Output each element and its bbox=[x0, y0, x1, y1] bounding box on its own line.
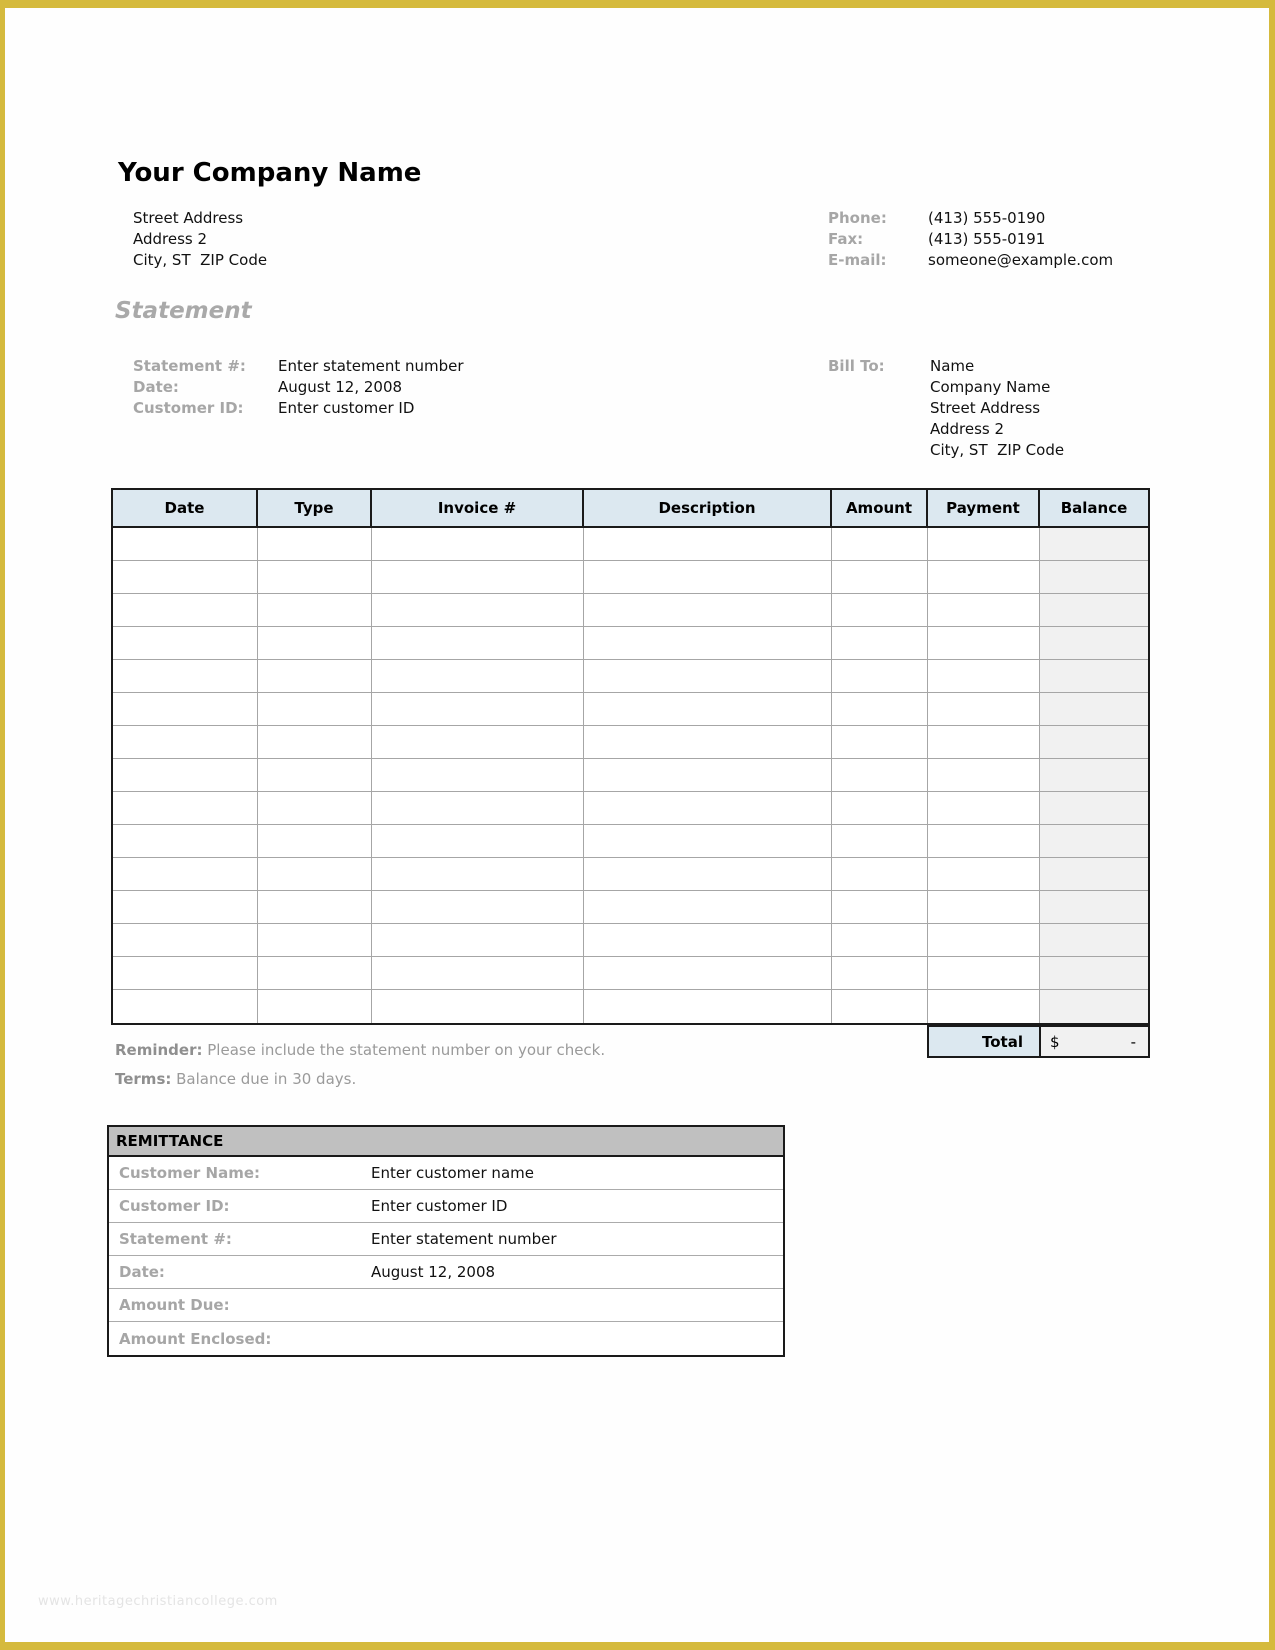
table-row bbox=[113, 759, 1148, 792]
column-header-date: Date bbox=[113, 490, 258, 526]
company-address-line: Address 2 bbox=[133, 230, 208, 248]
remittance-row-value[interactable]: August 12, 2008 bbox=[371, 1263, 496, 1281]
statement-field-label: Date: bbox=[133, 378, 179, 396]
table-cell-payment[interactable] bbox=[928, 858, 1040, 890]
table-cell-amount[interactable] bbox=[832, 891, 928, 923]
table-cell-payment[interactable] bbox=[928, 594, 1040, 626]
table-cell-type[interactable] bbox=[258, 528, 372, 560]
table-cell-balance[interactable] bbox=[1040, 858, 1148, 890]
table-cell-type[interactable] bbox=[258, 693, 372, 725]
table-cell-payment[interactable] bbox=[928, 693, 1040, 725]
table-cell-invoice[interactable] bbox=[372, 561, 584, 593]
reminder-label: Reminder: bbox=[115, 1041, 203, 1059]
column-header-type: Type bbox=[258, 490, 372, 526]
table-cell-balance[interactable] bbox=[1040, 726, 1148, 758]
table-cell-type[interactable] bbox=[258, 660, 372, 692]
statement-field-row bbox=[133, 356, 464, 377]
table-cell-date[interactable] bbox=[113, 759, 258, 791]
table-cell-type[interactable] bbox=[258, 726, 372, 758]
bill-to-line[interactable]: Address 2 bbox=[930, 420, 1005, 438]
bill-to-line[interactable]: Street Address bbox=[930, 399, 1041, 417]
table-row bbox=[113, 561, 1148, 594]
table-row bbox=[113, 957, 1148, 990]
table-cell-type[interactable] bbox=[258, 792, 372, 824]
table-row bbox=[113, 693, 1148, 726]
table-cell-balance[interactable] bbox=[1040, 627, 1148, 659]
table-cell-type[interactable] bbox=[258, 825, 372, 857]
statement-document bbox=[5, 8, 1269, 1642]
statement-table-header bbox=[113, 490, 1148, 528]
contact-row bbox=[828, 229, 1113, 250]
table-cell-date[interactable] bbox=[113, 792, 258, 824]
table-cell-balance[interactable] bbox=[1040, 924, 1148, 956]
remittance-row bbox=[109, 1157, 783, 1190]
remittance-row-value[interactable]: Enter statement number bbox=[371, 1230, 557, 1248]
table-cell-type[interactable] bbox=[258, 990, 372, 1023]
table-cell-payment[interactable] bbox=[928, 990, 1040, 1023]
remittance-title: REMITTANCE bbox=[109, 1127, 783, 1157]
remittance-row-value[interactable]: Enter customer ID bbox=[371, 1197, 508, 1215]
statement-field-row bbox=[133, 377, 464, 398]
table-cell-balance[interactable] bbox=[1040, 759, 1148, 791]
statement-fields bbox=[133, 356, 464, 419]
table-row bbox=[113, 792, 1148, 825]
statement-title: Statement bbox=[115, 298, 252, 324]
table-row bbox=[113, 990, 1148, 1023]
company-address-line: City, ST ZIP Code bbox=[133, 251, 268, 269]
column-header-balance: Balance bbox=[1060, 499, 1128, 517]
table-cell-invoice[interactable] bbox=[372, 891, 584, 923]
table-cell-invoice[interactable] bbox=[372, 792, 584, 824]
column-header-description: Description bbox=[584, 490, 832, 526]
remittance-row-label: Amount Enclosed: bbox=[119, 1329, 272, 1348]
table-cell-balance[interactable] bbox=[1040, 561, 1148, 593]
table-row bbox=[113, 627, 1148, 660]
table-cell-payment[interactable] bbox=[928, 957, 1040, 989]
column-header-amount: Amount bbox=[832, 490, 928, 526]
table-cell-invoice[interactable] bbox=[372, 660, 584, 692]
table-cell-type[interactable] bbox=[258, 957, 372, 989]
statement-field-value[interactable]: Enter customer ID bbox=[278, 399, 415, 417]
contact-label: Fax: bbox=[828, 230, 864, 248]
table-cell-balance[interactable] bbox=[1040, 957, 1148, 989]
table-cell-invoice[interactable] bbox=[372, 528, 584, 560]
column-header-payment: Payment bbox=[928, 490, 1040, 526]
table-cell-payment[interactable] bbox=[928, 924, 1040, 956]
statement-field-value[interactable]: August 12, 2008 bbox=[278, 378, 403, 396]
reminder-note bbox=[115, 1041, 605, 1059]
table-cell-description[interactable] bbox=[584, 726, 832, 758]
bill-to-label: Bill To: bbox=[828, 357, 885, 375]
table-cell-description[interactable] bbox=[584, 594, 832, 626]
table-cell-amount[interactable] bbox=[832, 858, 928, 890]
contact-label: Phone: bbox=[828, 209, 887, 227]
remittance-row-label: Amount Due: bbox=[119, 1296, 230, 1314]
table-cell-balance[interactable] bbox=[1040, 990, 1148, 1023]
contact-block bbox=[828, 208, 1113, 271]
table-cell-invoice[interactable] bbox=[372, 825, 584, 857]
remittance-rows bbox=[109, 1157, 783, 1355]
total-label: Total bbox=[927, 1025, 1039, 1058]
bill-to-line[interactable]: Company Name bbox=[930, 378, 1051, 396]
table-cell-balance[interactable] bbox=[1040, 660, 1148, 692]
remittance-row-value[interactable]: Enter customer name bbox=[371, 1164, 534, 1182]
table-cell-date[interactable] bbox=[113, 726, 258, 758]
table-cell-type[interactable] bbox=[258, 594, 372, 626]
table-cell-description[interactable] bbox=[584, 627, 832, 659]
table-cell-invoice[interactable] bbox=[372, 726, 584, 758]
table-cell-amount[interactable] bbox=[832, 792, 928, 824]
table-cell-invoice[interactable] bbox=[372, 627, 584, 659]
statement-table-body bbox=[113, 528, 1148, 1023]
table-cell-description[interactable] bbox=[584, 561, 832, 593]
company-address-line: Street Address bbox=[133, 209, 244, 227]
table-cell-date[interactable] bbox=[113, 627, 258, 659]
bill-to-line[interactable]: City, ST ZIP Code bbox=[930, 441, 1065, 459]
table-cell-amount[interactable] bbox=[832, 924, 928, 956]
column-header-invoice: Invoice # bbox=[372, 490, 584, 526]
table-cell-type[interactable] bbox=[258, 858, 372, 890]
table-cell-payment[interactable] bbox=[928, 528, 1040, 560]
table-cell-payment[interactable] bbox=[928, 891, 1040, 923]
contact-label: E-mail: bbox=[828, 251, 887, 269]
contact-value: (413) 555-0191 bbox=[928, 230, 1046, 248]
table-cell-date[interactable] bbox=[113, 693, 258, 725]
total-row bbox=[927, 1025, 1150, 1058]
remittance-row bbox=[109, 1223, 783, 1256]
table-cell-description[interactable] bbox=[584, 924, 832, 956]
table-row bbox=[113, 825, 1148, 858]
statement-field-label: Statement #: bbox=[133, 357, 246, 375]
bill-to-block bbox=[828, 356, 1064, 461]
table-cell-payment[interactable] bbox=[928, 825, 1040, 857]
table-cell-type[interactable] bbox=[258, 627, 372, 659]
watermark-text: www.heritagechristiancollege.com bbox=[38, 1594, 278, 1609]
table-cell-description[interactable] bbox=[584, 693, 832, 725]
table-cell-invoice[interactable] bbox=[372, 594, 584, 626]
table-row bbox=[113, 924, 1148, 957]
table-cell-amount[interactable] bbox=[832, 561, 928, 593]
table-cell-amount[interactable] bbox=[832, 627, 928, 659]
table-cell-balance[interactable] bbox=[1040, 891, 1148, 923]
table-cell-date[interactable] bbox=[113, 561, 258, 593]
table-cell-balance[interactable] bbox=[1040, 693, 1148, 725]
table-cell-description[interactable] bbox=[584, 825, 832, 857]
contact-value: someone@example.com bbox=[928, 251, 1114, 269]
table-cell-amount[interactable] bbox=[832, 594, 928, 626]
table-cell-amount[interactable] bbox=[832, 759, 928, 791]
remittance-row bbox=[109, 1256, 783, 1289]
table-row bbox=[113, 858, 1148, 891]
table-cell-invoice[interactable] bbox=[372, 759, 584, 791]
table-cell-description[interactable] bbox=[584, 792, 832, 824]
table-cell-type[interactable] bbox=[258, 891, 372, 923]
reminder-text: Please include the statement number on your check. bbox=[202, 1041, 606, 1059]
table-cell-payment[interactable] bbox=[928, 660, 1040, 692]
remittance-row-label: Statement #: bbox=[119, 1230, 232, 1248]
table-cell-date[interactable] bbox=[113, 660, 258, 692]
remittance-row-label: Date: bbox=[119, 1263, 165, 1281]
bill-to-lines bbox=[930, 356, 1064, 461]
remittance-row bbox=[109, 1190, 783, 1223]
table-cell-date[interactable] bbox=[113, 924, 258, 956]
table-row bbox=[113, 891, 1148, 924]
table-row bbox=[113, 726, 1148, 759]
terms-note bbox=[115, 1070, 356, 1088]
table-cell-date[interactable] bbox=[113, 858, 258, 890]
table-cell-amount[interactable] bbox=[832, 825, 928, 857]
table-cell-payment[interactable] bbox=[928, 561, 1040, 593]
remittance-row-label: Customer Name: bbox=[119, 1164, 260, 1182]
remittance-box bbox=[107, 1125, 785, 1357]
table-cell-date[interactable] bbox=[113, 891, 258, 923]
table-cell-amount[interactable] bbox=[832, 693, 928, 725]
table-row bbox=[113, 528, 1148, 561]
statement-table bbox=[111, 488, 1150, 1025]
table-cell-description[interactable] bbox=[584, 858, 832, 890]
table-cell-payment[interactable] bbox=[928, 627, 1040, 659]
statement-field-row bbox=[133, 398, 464, 419]
contact-row bbox=[828, 250, 1113, 271]
table-cell-description[interactable] bbox=[584, 891, 832, 923]
table-cell-type[interactable] bbox=[258, 924, 372, 956]
table-cell-payment[interactable] bbox=[928, 759, 1040, 791]
table-cell-description[interactable] bbox=[584, 990, 832, 1023]
table-cell-amount[interactable] bbox=[832, 528, 928, 560]
table-cell-amount[interactable] bbox=[832, 660, 928, 692]
table-cell-description[interactable] bbox=[584, 660, 832, 692]
table-cell-type[interactable] bbox=[258, 561, 372, 593]
table-cell-invoice[interactable] bbox=[372, 957, 584, 989]
table-cell-balance[interactable] bbox=[1040, 594, 1148, 626]
table-row bbox=[113, 594, 1148, 627]
remittance-row bbox=[109, 1322, 783, 1355]
remittance-row-label: Customer ID: bbox=[119, 1197, 230, 1215]
terms-label: Terms: bbox=[115, 1070, 172, 1088]
table-row bbox=[113, 660, 1148, 693]
table-cell-description[interactable] bbox=[584, 957, 832, 989]
table-cell-description[interactable] bbox=[584, 528, 832, 560]
table-cell-date[interactable] bbox=[113, 528, 258, 560]
table-cell-payment[interactable] bbox=[928, 792, 1040, 824]
table-cell-payment[interactable] bbox=[928, 726, 1040, 758]
table-cell-invoice[interactable] bbox=[372, 924, 584, 956]
table-cell-date[interactable] bbox=[113, 957, 258, 989]
table-cell-balance[interactable] bbox=[1040, 528, 1148, 560]
table-cell-balance[interactable] bbox=[1040, 792, 1148, 824]
company-name: Your Company Name bbox=[118, 158, 422, 188]
table-cell-date[interactable] bbox=[113, 990, 258, 1023]
total-value: - bbox=[1130, 1032, 1136, 1051]
table-cell-invoice[interactable] bbox=[372, 693, 584, 725]
table-cell-balance[interactable] bbox=[1040, 825, 1148, 857]
contact-value: (413) 555-0190 bbox=[928, 209, 1046, 227]
remittance-row bbox=[109, 1289, 783, 1322]
total-value-cell bbox=[1039, 1025, 1150, 1058]
statement-field-value[interactable]: Enter statement number bbox=[278, 357, 464, 375]
table-cell-date[interactable] bbox=[113, 594, 258, 626]
table-cell-description[interactable] bbox=[584, 759, 832, 791]
table-cell-date[interactable] bbox=[113, 825, 258, 857]
table-cell-amount[interactable] bbox=[832, 726, 928, 758]
table-cell-type[interactable] bbox=[258, 759, 372, 791]
company-address bbox=[133, 208, 267, 271]
table-cell-amount[interactable] bbox=[832, 990, 928, 1023]
table-cell-invoice[interactable] bbox=[372, 990, 584, 1023]
table-cell-amount[interactable] bbox=[832, 957, 928, 989]
table-cell-invoice[interactable] bbox=[372, 858, 584, 890]
total-currency: $ bbox=[1050, 1032, 1060, 1051]
contact-row bbox=[828, 208, 1113, 229]
bill-to-line[interactable]: Name bbox=[930, 357, 975, 375]
terms-text: Balance due in 30 days. bbox=[171, 1070, 357, 1088]
statement-field-label: Customer ID: bbox=[133, 399, 244, 417]
